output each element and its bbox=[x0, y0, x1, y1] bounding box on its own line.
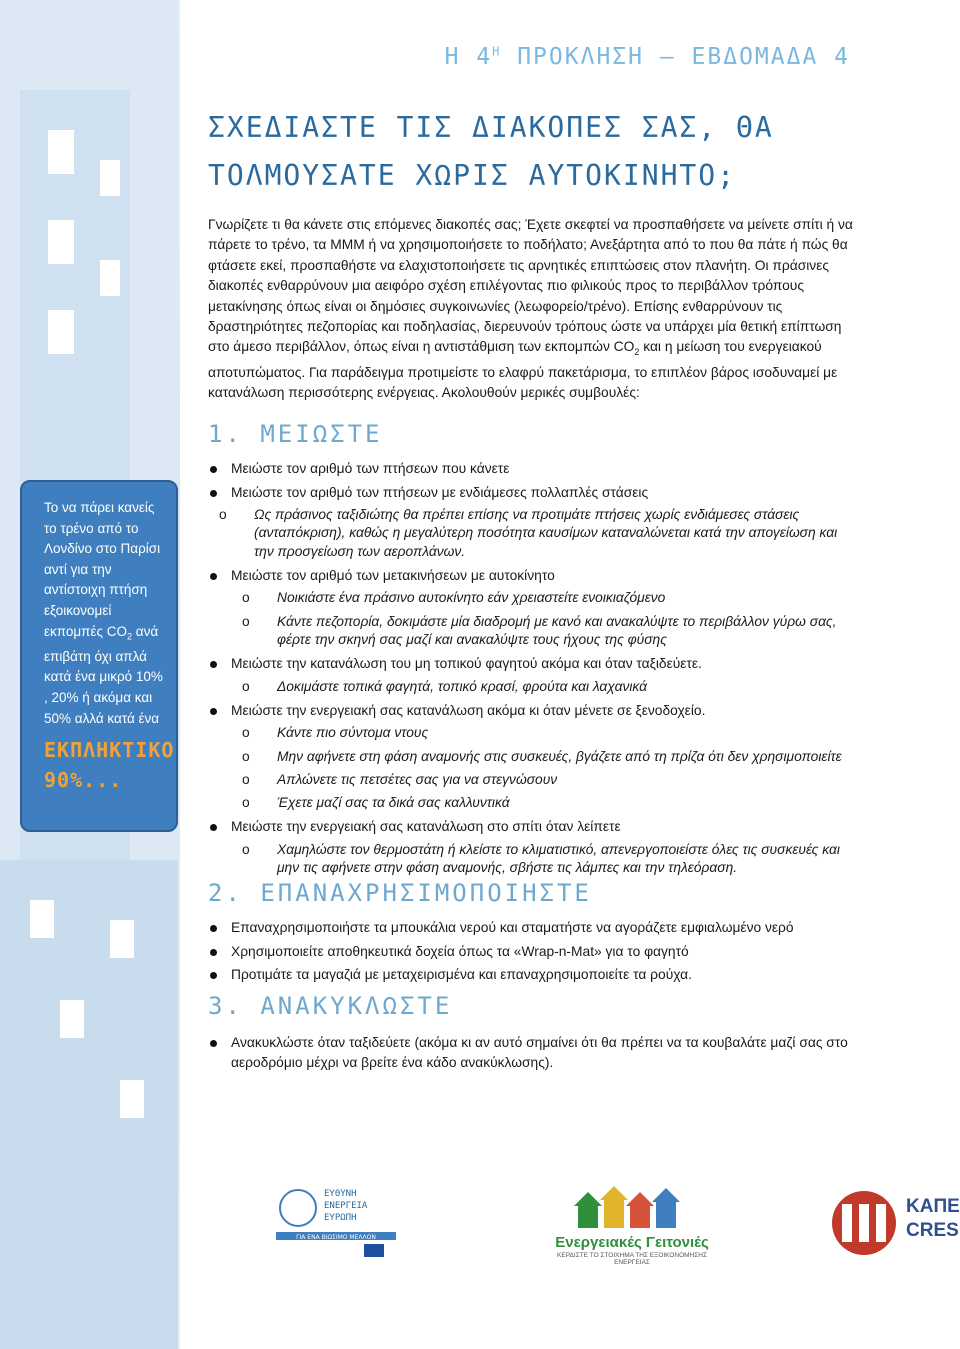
sidebar-text: Το να πάρει κανείς το τρένο από το Λονδίνο στο Παρίσι αντί για την αντίστοιχη πτήση εξοικονομεί εκπομπές $CO_2$ ανά επιβάτη όχι απλά κατά ένα μικρό 10% , 20% ή ακόμα και 50% αλλά κατά ένα bbox=[44, 500, 163, 726]
cres-text: CRES bbox=[906, 1220, 959, 1241]
section-heading-reduce: 1. ΜΕΙΩΣΤΕ bbox=[208, 420, 383, 448]
recycle-list bbox=[208, 1033, 858, 1077]
kape-text: ΚΑΠΕ bbox=[906, 1196, 960, 1217]
sub-list-item: o Κάντε πιο σύντομα ντους bbox=[208, 724, 858, 742]
eu-logo-tagline: ΓΙΑ ΕΝΑ ΒΙΩΣΙΜΟ ΜΕΛΛΟΝ bbox=[296, 1234, 376, 1241]
sub-list-item: o Χαμηλώστε τον θερμοστάτη ή κλείστε το κλιματιστικό, απενεργοποιείστε όλες τις συσκευές και μην τις αφήνετε στην φάση αναμονής, σβήστε τις λάμπες και την τηλεόραση. bbox=[208, 841, 858, 877]
eu-logo-line2: ΕΝΕΡΓΕΙΑ bbox=[324, 1201, 368, 1211]
page-title: ΣΧΕΔΙΑΣΤΕ ΤΙΣ ΔΙΑΚΟΠΕΣ ΣΑΣ, ΘΑ ΤΟΛΜΟΥΣΑΤΕ ΧΩΡΙΣ ΑΥΤΟΚΙΝΗΤΟ; bbox=[208, 111, 774, 192]
list-item: Προτιμάτε τα μαγαζιά με μεταχειρισμένα και επαναχρησιμοποιείτε τα ρούχα. bbox=[208, 965, 858, 985]
list-item: Μειώστε τον αριθμό των πτήσεων με ενδιάμεσες πολλαπλές στάσεις bbox=[208, 483, 858, 503]
eu-energy-logo bbox=[268, 1180, 403, 1260]
sub-list-item: o Ως πράσινος ταξιδιώτης θα πρέπει επίσης να προτιμάτε πτήσεις χωρίς ενδιάμεσες στάσεις (ανταπόκριση), καθώς η μεγαλύτερη ποσότητα καυσίμων καταναλώνεται κατά την απογείωση και την προσγείωση των αεροπλάνων. bbox=[185, 506, 858, 561]
sub-list-item: o Κάντε πεζοπορία, δοκιμάστε μία διαδρομή με κανό και ανακαλύψτε το περιβάλλον γύρω σας, φέρτε την σκηνή σας μαζί και ανακαλύψτε τους ήχους της φύσης bbox=[208, 613, 858, 649]
list-item: Ανακυκλώστε όταν ταξιδεύετε (ακόμα κι αν αυτό σημαίνει ότι θα πρέπει να τα κουβαλάτε μαζί σας στο αεροδρόμιο μέχρι να βρείτε ένα κάδο ανακύκλωσης). bbox=[208, 1033, 858, 1073]
section-heading-reuse: 2. ΕΠΑΝΑΧΡΗΣΙΜΟΠΟΙΗΣΤΕ bbox=[208, 879, 592, 907]
sub-list-item: o Απλώνετε τις πετσέτες σας για να στεγνώσουν bbox=[208, 771, 858, 789]
eu-logo-line1: ΕΥΘΥΝΗ bbox=[324, 1189, 357, 1199]
sidebar-highlight: ΕΚΠΛΗΚΤΙΚΟ 90%... bbox=[44, 738, 175, 793]
list-item: Επαναχρησιμοποιήστε τα μπουκάλια νερού και σταματήστε να αγοράζετε εμφιαλωμένο νερό bbox=[208, 918, 858, 938]
challenge-heading: Η $4^H$ ΠΡΟΚΛΗΣΗ – ΕΒΔΟΜΑΔΑ 4 bbox=[444, 44, 850, 70]
sub-list-item: o Μην αφήνετε στη φάση αναμονής στις συσκευές, βγάζετε από τη πρίζα ότι δεν χρησιμοποιείτε bbox=[208, 748, 858, 766]
list-item: Μειώστε την ενεργειακή σας κατανάλωση ακόμα κι όταν μένετε σε ξενοδοχείο. bbox=[208, 701, 858, 721]
energy-neighbourhoods-logo bbox=[552, 1182, 712, 1264]
kape-cres-logo bbox=[828, 1184, 958, 1262]
list-item: Μειώστε τον αριθμό των μετακινήσεων με αυτοκίνητο bbox=[208, 566, 858, 586]
energy-neighbourhoods-text: Ενεργειακές Γειτονιές bbox=[555, 1234, 709, 1251]
list-item: Μειώστε τον αριθμό των πτήσεων που κάνετε bbox=[208, 459, 858, 479]
kape-emblem-icon bbox=[828, 1184, 900, 1262]
list-item: Μειώστε την ενεργειακή σας κατανάλωση στο σπίτι όταν λείπετε bbox=[208, 817, 858, 837]
section-heading-recycle: 3. ΑΝΑΚΥΚΛΩΣΤΕ bbox=[208, 992, 453, 1020]
sub-list-item: o Δοκιμάστε τοπικά φαγητά, τοπικό κρασί, φρούτα και λαχανικά bbox=[208, 678, 858, 696]
sub-list-item: o Νοικιάστε ένα πράσινο αυτοκίνητο εάν χρειαστείτε ενοικιαζόμενο bbox=[208, 589, 858, 607]
speech-bubble bbox=[20, 480, 178, 832]
eu-logo-line3: ΕΥΡΩΠΗ bbox=[324, 1213, 357, 1223]
energy-neighbourhoods-tagline: ΚΕΡΔΙΣΤΕ ΤΟ ΣΤΟΙΧΗΜΑ ΤΗΣ ΕΞΟΙΚΟΝΟΜΗΣΗΣ ΕΝΕΡΓΕΙΑΣ bbox=[557, 1252, 707, 1266]
list-item: Μειώστε την κατανάλωση του μη τοπικού φαγητού ακόμα και όταν ταξιδεύετε. bbox=[208, 654, 858, 674]
sub-list-item: o Έχετε μαζί σας τα δικά σας καλλυντικά bbox=[208, 794, 858, 812]
reuse-list bbox=[208, 918, 858, 989]
reduce-list bbox=[208, 459, 858, 882]
list-item: Χρησιμοποιείτε αποθηκευτικά δοχεία όπως τα «Wrap-n-Mat» για το φαγητό bbox=[208, 942, 858, 962]
intro-paragraph: Γνωρίζετε τι θα κάνετε στις επόμενες διακοπές σας; Έχετε σκεφτεί να προσπαθήσετε να μείνετε σπίτι ή να πάρετε το τρένο, τα ΜΜΜ ή να χρησιμοποιήσετε το ποδήλατο; Ανεξάρτητα από το που θα πάτε ή πώς θα φτάσετε εκεί, προσπαθήστε να ελαχιστοποιήσετε τις αρνητικές επιπτώσεις στον πλανήτη. Οι πράσινες διακοπές ενθαρρύνουν μια αειφόρο σχέση επιλέγοντας πιο φιλικούς προς το περιβάλλον τρόπους μετακίνησης όπως είναι οι δημόσιες συγκοινωνίες (λεωφορείο/τρένο). Επίσης ενθαρρύνουν τις δραστηριότητες πεζοπορίας και ποδηλασίας, διερευνούν τρόπους ώστε να υπάρχει μία θετική επίπτωση στο άμεσο περιβάλλον, όπως είναι η αντιστάθμιση των εκπομπών $CO_2$ και η μείωση του ενεργειακού αποτυπώματος. Για παράδειγμα προτιμείστε το ελαφρύ πακετάρισμα, το επιπλέον βάρος ισοδυναμεί με κατανάλωση περισσότερης ενέργειας. Ακολουθούν μερικές συμβουλές: bbox=[208, 217, 853, 400]
